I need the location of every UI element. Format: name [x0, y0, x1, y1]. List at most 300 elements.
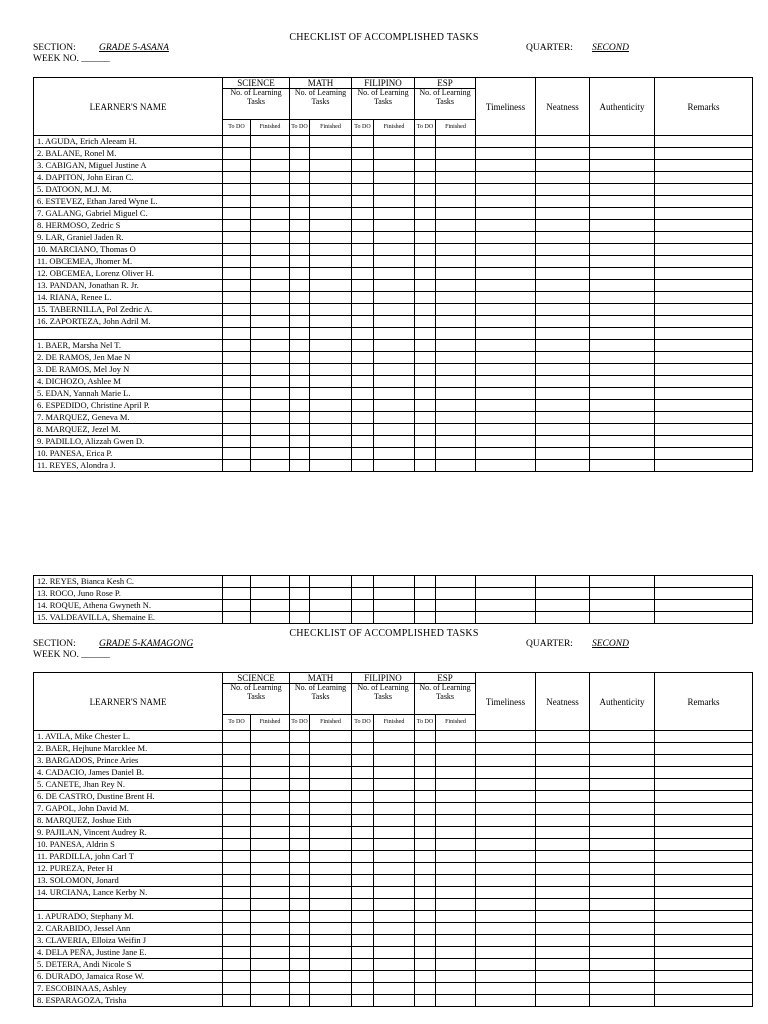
checklist-cell[interactable]	[251, 424, 290, 436]
checklist-cell[interactable]	[415, 935, 436, 947]
checklist-cell[interactable]	[476, 767, 536, 779]
checklist-cell[interactable]	[476, 280, 536, 292]
checklist-cell[interactable]	[290, 791, 310, 803]
checklist-cell[interactable]	[655, 911, 753, 923]
checklist-cell[interactable]	[223, 148, 251, 160]
checklist-cell[interactable]	[415, 600, 436, 612]
checklist-cell[interactable]	[223, 208, 251, 220]
checklist-cell[interactable]	[352, 232, 374, 244]
checklist-cell[interactable]	[655, 304, 753, 316]
checklist-cell[interactable]	[436, 412, 476, 424]
checklist-cell[interactable]	[310, 196, 352, 208]
checklist-cell[interactable]	[655, 292, 753, 304]
checklist-cell[interactable]	[352, 220, 374, 232]
checklist-cell[interactable]	[476, 923, 536, 935]
checklist-cell[interactable]	[290, 803, 310, 815]
checklist-cell[interactable]	[223, 232, 251, 244]
checklist-cell[interactable]	[251, 460, 290, 472]
checklist-cell[interactable]	[536, 232, 590, 244]
checklist-cell[interactable]	[251, 935, 290, 947]
checklist-cell[interactable]	[290, 148, 310, 160]
checklist-cell[interactable]	[476, 400, 536, 412]
checklist-cell[interactable]	[251, 316, 290, 328]
checklist-cell[interactable]	[590, 412, 655, 424]
checklist-cell[interactable]	[310, 172, 352, 184]
checklist-cell[interactable]	[251, 827, 290, 839]
checklist-cell[interactable]	[223, 316, 251, 328]
checklist-cell[interactable]	[590, 148, 655, 160]
checklist-cell[interactable]	[536, 244, 590, 256]
checklist-cell[interactable]	[476, 983, 536, 995]
checklist-cell[interactable]	[436, 911, 476, 923]
checklist-cell[interactable]	[352, 316, 374, 328]
checklist-cell[interactable]	[590, 244, 655, 256]
checklist-cell[interactable]	[655, 172, 753, 184]
checklist-cell[interactable]	[374, 340, 415, 352]
checklist-cell[interactable]	[476, 959, 536, 971]
checklist-cell[interactable]	[290, 196, 310, 208]
checklist-cell[interactable]	[476, 899, 536, 911]
checklist-cell[interactable]	[536, 304, 590, 316]
checklist-cell[interactable]	[223, 743, 251, 755]
checklist-cell[interactable]	[655, 983, 753, 995]
checklist-cell[interactable]	[655, 160, 753, 172]
checklist-cell[interactable]	[310, 779, 352, 791]
checklist-cell[interactable]	[223, 184, 251, 196]
checklist-cell[interactable]	[415, 755, 436, 767]
checklist-cell[interactable]	[374, 959, 415, 971]
checklist-cell[interactable]	[436, 995, 476, 1007]
checklist-cell[interactable]	[590, 448, 655, 460]
checklist-cell[interactable]	[374, 244, 415, 256]
checklist-cell[interactable]	[476, 388, 536, 400]
checklist-cell[interactable]	[310, 983, 352, 995]
checklist-cell[interactable]	[536, 959, 590, 971]
checklist-cell[interactable]	[310, 791, 352, 803]
checklist-cell[interactable]	[536, 743, 590, 755]
checklist-cell[interactable]	[415, 588, 436, 600]
checklist-cell[interactable]	[655, 839, 753, 851]
checklist-cell[interactable]	[374, 208, 415, 220]
checklist-cell[interactable]	[223, 412, 251, 424]
checklist-cell[interactable]	[352, 899, 374, 911]
checklist-cell[interactable]	[415, 388, 436, 400]
checklist-cell[interactable]	[536, 767, 590, 779]
checklist-cell[interactable]	[290, 268, 310, 280]
checklist-cell[interactable]	[590, 460, 655, 472]
checklist-cell[interactable]	[251, 352, 290, 364]
checklist-cell[interactable]	[310, 899, 352, 911]
checklist-cell[interactable]	[536, 815, 590, 827]
checklist-cell[interactable]	[251, 220, 290, 232]
checklist-cell[interactable]	[352, 612, 374, 624]
checklist-cell[interactable]	[352, 424, 374, 436]
checklist-cell[interactable]	[251, 196, 290, 208]
checklist-cell[interactable]	[415, 460, 436, 472]
checklist-cell[interactable]	[290, 995, 310, 1007]
checklist-cell[interactable]	[352, 184, 374, 196]
checklist-cell[interactable]	[352, 244, 374, 256]
checklist-cell[interactable]	[590, 743, 655, 755]
checklist-cell[interactable]	[436, 743, 476, 755]
checklist-cell[interactable]	[310, 947, 352, 959]
checklist-cell[interactable]	[251, 244, 290, 256]
checklist-cell[interactable]	[251, 815, 290, 827]
checklist-cell[interactable]	[251, 851, 290, 863]
checklist-cell[interactable]	[290, 316, 310, 328]
checklist-cell[interactable]	[436, 588, 476, 600]
checklist-cell[interactable]	[310, 959, 352, 971]
checklist-cell[interactable]	[655, 412, 753, 424]
checklist-cell[interactable]	[655, 352, 753, 364]
checklist-cell[interactable]	[476, 731, 536, 743]
checklist-cell[interactable]	[590, 184, 655, 196]
checklist-cell[interactable]	[251, 304, 290, 316]
checklist-cell[interactable]	[655, 791, 753, 803]
checklist-cell[interactable]	[251, 172, 290, 184]
checklist-cell[interactable]	[310, 887, 352, 899]
checklist-cell[interactable]	[476, 436, 536, 448]
checklist-cell[interactable]	[476, 791, 536, 803]
checklist-cell[interactable]	[374, 755, 415, 767]
checklist-cell[interactable]	[352, 328, 374, 340]
checklist-cell[interactable]	[655, 887, 753, 899]
checklist-cell[interactable]	[536, 400, 590, 412]
checklist-cell[interactable]	[290, 576, 310, 588]
checklist-cell[interactable]	[590, 612, 655, 624]
checklist-cell[interactable]	[476, 875, 536, 887]
checklist-cell[interactable]	[655, 923, 753, 935]
checklist-cell[interactable]	[310, 448, 352, 460]
checklist-cell[interactable]	[374, 292, 415, 304]
checklist-cell[interactable]	[476, 340, 536, 352]
checklist-cell[interactable]	[590, 256, 655, 268]
checklist-cell[interactable]	[476, 328, 536, 340]
checklist-cell[interactable]	[436, 220, 476, 232]
checklist-cell[interactable]	[436, 388, 476, 400]
checklist-cell[interactable]	[290, 731, 310, 743]
checklist-cell[interactable]	[655, 136, 753, 148]
checklist-cell[interactable]	[223, 172, 251, 184]
checklist-cell[interactable]	[374, 364, 415, 376]
checklist-cell[interactable]	[415, 208, 436, 220]
checklist-cell[interactable]	[290, 244, 310, 256]
checklist-cell[interactable]	[290, 220, 310, 232]
checklist-cell[interactable]	[655, 328, 753, 340]
checklist-cell[interactable]	[590, 803, 655, 815]
checklist-cell[interactable]	[436, 971, 476, 983]
checklist-cell[interactable]	[655, 899, 753, 911]
checklist-cell[interactable]	[536, 911, 590, 923]
checklist-cell[interactable]	[310, 600, 352, 612]
checklist-cell[interactable]	[536, 424, 590, 436]
checklist-cell[interactable]	[290, 923, 310, 935]
checklist-cell[interactable]	[310, 304, 352, 316]
checklist-cell[interactable]	[290, 911, 310, 923]
checklist-cell[interactable]	[655, 400, 753, 412]
checklist-cell[interactable]	[310, 160, 352, 172]
checklist-cell[interactable]	[655, 376, 753, 388]
checklist-cell[interactable]	[436, 899, 476, 911]
checklist-cell[interactable]	[536, 292, 590, 304]
checklist-cell[interactable]	[251, 923, 290, 935]
checklist-cell[interactable]	[374, 971, 415, 983]
checklist-cell[interactable]	[476, 184, 536, 196]
checklist-cell[interactable]	[290, 899, 310, 911]
checklist-cell[interactable]	[374, 256, 415, 268]
checklist-cell[interactable]	[655, 779, 753, 791]
checklist-cell[interactable]	[415, 232, 436, 244]
checklist-cell[interactable]	[374, 160, 415, 172]
checklist-cell[interactable]	[374, 268, 415, 280]
checklist-cell[interactable]	[476, 208, 536, 220]
checklist-cell[interactable]	[436, 376, 476, 388]
checklist-cell[interactable]	[476, 743, 536, 755]
checklist-cell[interactable]	[251, 983, 290, 995]
checklist-cell[interactable]	[223, 280, 251, 292]
checklist-cell[interactable]	[310, 280, 352, 292]
checklist-cell[interactable]	[476, 256, 536, 268]
checklist-cell[interactable]	[374, 172, 415, 184]
checklist-cell[interactable]	[251, 292, 290, 304]
checklist-cell[interactable]	[290, 863, 310, 875]
checklist-cell[interactable]	[590, 911, 655, 923]
checklist-cell[interactable]	[290, 436, 310, 448]
checklist-cell[interactable]	[436, 935, 476, 947]
checklist-cell[interactable]	[251, 779, 290, 791]
checklist-cell[interactable]	[352, 172, 374, 184]
checklist-cell[interactable]	[415, 196, 436, 208]
checklist-cell[interactable]	[655, 935, 753, 947]
checklist-cell[interactable]	[223, 887, 251, 899]
checklist-cell[interactable]	[476, 863, 536, 875]
checklist-cell[interactable]	[352, 743, 374, 755]
checklist-cell[interactable]	[352, 292, 374, 304]
checklist-cell[interactable]	[536, 755, 590, 767]
checklist-cell[interactable]	[655, 280, 753, 292]
checklist-cell[interactable]	[436, 448, 476, 460]
checklist-cell[interactable]	[374, 803, 415, 815]
checklist-cell[interactable]	[415, 947, 436, 959]
checklist-cell[interactable]	[352, 779, 374, 791]
checklist-cell[interactable]	[352, 935, 374, 947]
checklist-cell[interactable]	[251, 899, 290, 911]
checklist-cell[interactable]	[436, 184, 476, 196]
checklist-cell[interactable]	[590, 232, 655, 244]
checklist-cell[interactable]	[352, 600, 374, 612]
checklist-cell[interactable]	[655, 815, 753, 827]
checklist-cell[interactable]	[590, 875, 655, 887]
checklist-cell[interactable]	[223, 600, 251, 612]
checklist-cell[interactable]	[476, 851, 536, 863]
checklist-cell[interactable]	[374, 460, 415, 472]
checklist-cell[interactable]	[251, 340, 290, 352]
checklist-cell[interactable]	[415, 280, 436, 292]
checklist-cell[interactable]	[310, 731, 352, 743]
checklist-cell[interactable]	[352, 827, 374, 839]
checklist-cell[interactable]	[290, 232, 310, 244]
checklist-cell[interactable]	[310, 576, 352, 588]
checklist-cell[interactable]	[352, 947, 374, 959]
checklist-cell[interactable]	[436, 612, 476, 624]
checklist-cell[interactable]	[374, 791, 415, 803]
checklist-cell[interactable]	[310, 827, 352, 839]
checklist-cell[interactable]	[590, 352, 655, 364]
checklist-cell[interactable]	[436, 400, 476, 412]
checklist-cell[interactable]	[436, 340, 476, 352]
checklist-cell[interactable]	[290, 352, 310, 364]
checklist-cell[interactable]	[290, 256, 310, 268]
checklist-cell[interactable]	[655, 947, 753, 959]
checklist-cell[interactable]	[223, 388, 251, 400]
checklist-cell[interactable]	[223, 839, 251, 851]
checklist-cell[interactable]	[536, 280, 590, 292]
checklist-cell[interactable]	[310, 424, 352, 436]
checklist-cell[interactable]	[536, 827, 590, 839]
checklist-cell[interactable]	[223, 863, 251, 875]
checklist-cell[interactable]	[590, 947, 655, 959]
checklist-cell[interactable]	[655, 244, 753, 256]
checklist-cell[interactable]	[352, 887, 374, 899]
checklist-cell[interactable]	[415, 791, 436, 803]
checklist-cell[interactable]	[310, 244, 352, 256]
checklist-cell[interactable]	[374, 148, 415, 160]
checklist-cell[interactable]	[536, 588, 590, 600]
checklist-cell[interactable]	[655, 256, 753, 268]
checklist-cell[interactable]	[415, 827, 436, 839]
checklist-cell[interactable]	[223, 815, 251, 827]
checklist-cell[interactable]	[223, 160, 251, 172]
checklist-cell[interactable]	[590, 731, 655, 743]
checklist-cell[interactable]	[251, 328, 290, 340]
checklist-cell[interactable]	[374, 220, 415, 232]
checklist-cell[interactable]	[415, 875, 436, 887]
checklist-cell[interactable]	[655, 863, 753, 875]
checklist-cell[interactable]	[352, 791, 374, 803]
checklist-cell[interactable]	[310, 839, 352, 851]
checklist-cell[interactable]	[374, 576, 415, 588]
checklist-cell[interactable]	[415, 612, 436, 624]
checklist-cell[interactable]	[352, 923, 374, 935]
checklist-cell[interactable]	[590, 400, 655, 412]
checklist-cell[interactable]	[352, 576, 374, 588]
checklist-cell[interactable]	[476, 935, 536, 947]
checklist-cell[interactable]	[590, 160, 655, 172]
checklist-cell[interactable]	[655, 364, 753, 376]
checklist-cell[interactable]	[436, 803, 476, 815]
checklist-cell[interactable]	[352, 863, 374, 875]
checklist-cell[interactable]	[223, 851, 251, 863]
checklist-cell[interactable]	[223, 755, 251, 767]
checklist-cell[interactable]	[223, 340, 251, 352]
checklist-cell[interactable]	[310, 184, 352, 196]
checklist-cell[interactable]	[536, 791, 590, 803]
checklist-cell[interactable]	[655, 875, 753, 887]
checklist-cell[interactable]	[436, 767, 476, 779]
checklist-cell[interactable]	[536, 160, 590, 172]
checklist-cell[interactable]	[590, 959, 655, 971]
checklist-cell[interactable]	[476, 424, 536, 436]
checklist-cell[interactable]	[536, 448, 590, 460]
checklist-cell[interactable]	[290, 947, 310, 959]
checklist-cell[interactable]	[436, 875, 476, 887]
checklist-cell[interactable]	[436, 304, 476, 316]
checklist-cell[interactable]	[251, 947, 290, 959]
checklist-cell[interactable]	[590, 839, 655, 851]
checklist-cell[interactable]	[655, 208, 753, 220]
checklist-cell[interactable]	[374, 136, 415, 148]
checklist-cell[interactable]	[290, 292, 310, 304]
checklist-cell[interactable]	[476, 148, 536, 160]
checklist-cell[interactable]	[223, 304, 251, 316]
checklist-cell[interactable]	[310, 376, 352, 388]
checklist-cell[interactable]	[251, 376, 290, 388]
checklist-cell[interactable]	[436, 244, 476, 256]
checklist-cell[interactable]	[251, 803, 290, 815]
checklist-cell[interactable]	[536, 995, 590, 1007]
checklist-cell[interactable]	[436, 863, 476, 875]
checklist-cell[interactable]	[536, 731, 590, 743]
checklist-cell[interactable]	[436, 839, 476, 851]
checklist-cell[interactable]	[415, 767, 436, 779]
checklist-cell[interactable]	[352, 412, 374, 424]
checklist-cell[interactable]	[536, 172, 590, 184]
checklist-cell[interactable]	[415, 887, 436, 899]
checklist-cell[interactable]	[415, 352, 436, 364]
checklist-cell[interactable]	[415, 148, 436, 160]
checklist-cell[interactable]	[310, 971, 352, 983]
checklist-cell[interactable]	[476, 412, 536, 424]
checklist-cell[interactable]	[251, 364, 290, 376]
checklist-cell[interactable]	[251, 160, 290, 172]
checklist-cell[interactable]	[374, 995, 415, 1007]
checklist-cell[interactable]	[251, 995, 290, 1007]
checklist-cell[interactable]	[415, 743, 436, 755]
checklist-cell[interactable]	[290, 755, 310, 767]
checklist-cell[interactable]	[655, 388, 753, 400]
checklist-cell[interactable]	[223, 448, 251, 460]
checklist-cell[interactable]	[590, 899, 655, 911]
checklist-cell[interactable]	[536, 576, 590, 588]
checklist-cell[interactable]	[290, 460, 310, 472]
checklist-cell[interactable]	[290, 328, 310, 340]
checklist-cell[interactable]	[223, 612, 251, 624]
checklist-cell[interactable]	[536, 184, 590, 196]
checklist-cell[interactable]	[223, 364, 251, 376]
checklist-cell[interactable]	[374, 899, 415, 911]
checklist-cell[interactable]	[223, 911, 251, 923]
checklist-cell[interactable]	[352, 448, 374, 460]
checklist-cell[interactable]	[352, 995, 374, 1007]
checklist-cell[interactable]	[590, 923, 655, 935]
checklist-cell[interactable]	[251, 436, 290, 448]
checklist-cell[interactable]	[476, 160, 536, 172]
checklist-cell[interactable]	[415, 220, 436, 232]
checklist-cell[interactable]	[223, 767, 251, 779]
checklist-cell[interactable]	[436, 280, 476, 292]
checklist-cell[interactable]	[352, 196, 374, 208]
checklist-cell[interactable]	[536, 612, 590, 624]
checklist-cell[interactable]	[536, 803, 590, 815]
checklist-cell[interactable]	[476, 268, 536, 280]
checklist-cell[interactable]	[590, 208, 655, 220]
checklist-cell[interactable]	[476, 600, 536, 612]
checklist-cell[interactable]	[223, 995, 251, 1007]
checklist-cell[interactable]	[251, 767, 290, 779]
checklist-cell[interactable]	[352, 148, 374, 160]
checklist-cell[interactable]	[536, 851, 590, 863]
checklist-cell[interactable]	[310, 851, 352, 863]
